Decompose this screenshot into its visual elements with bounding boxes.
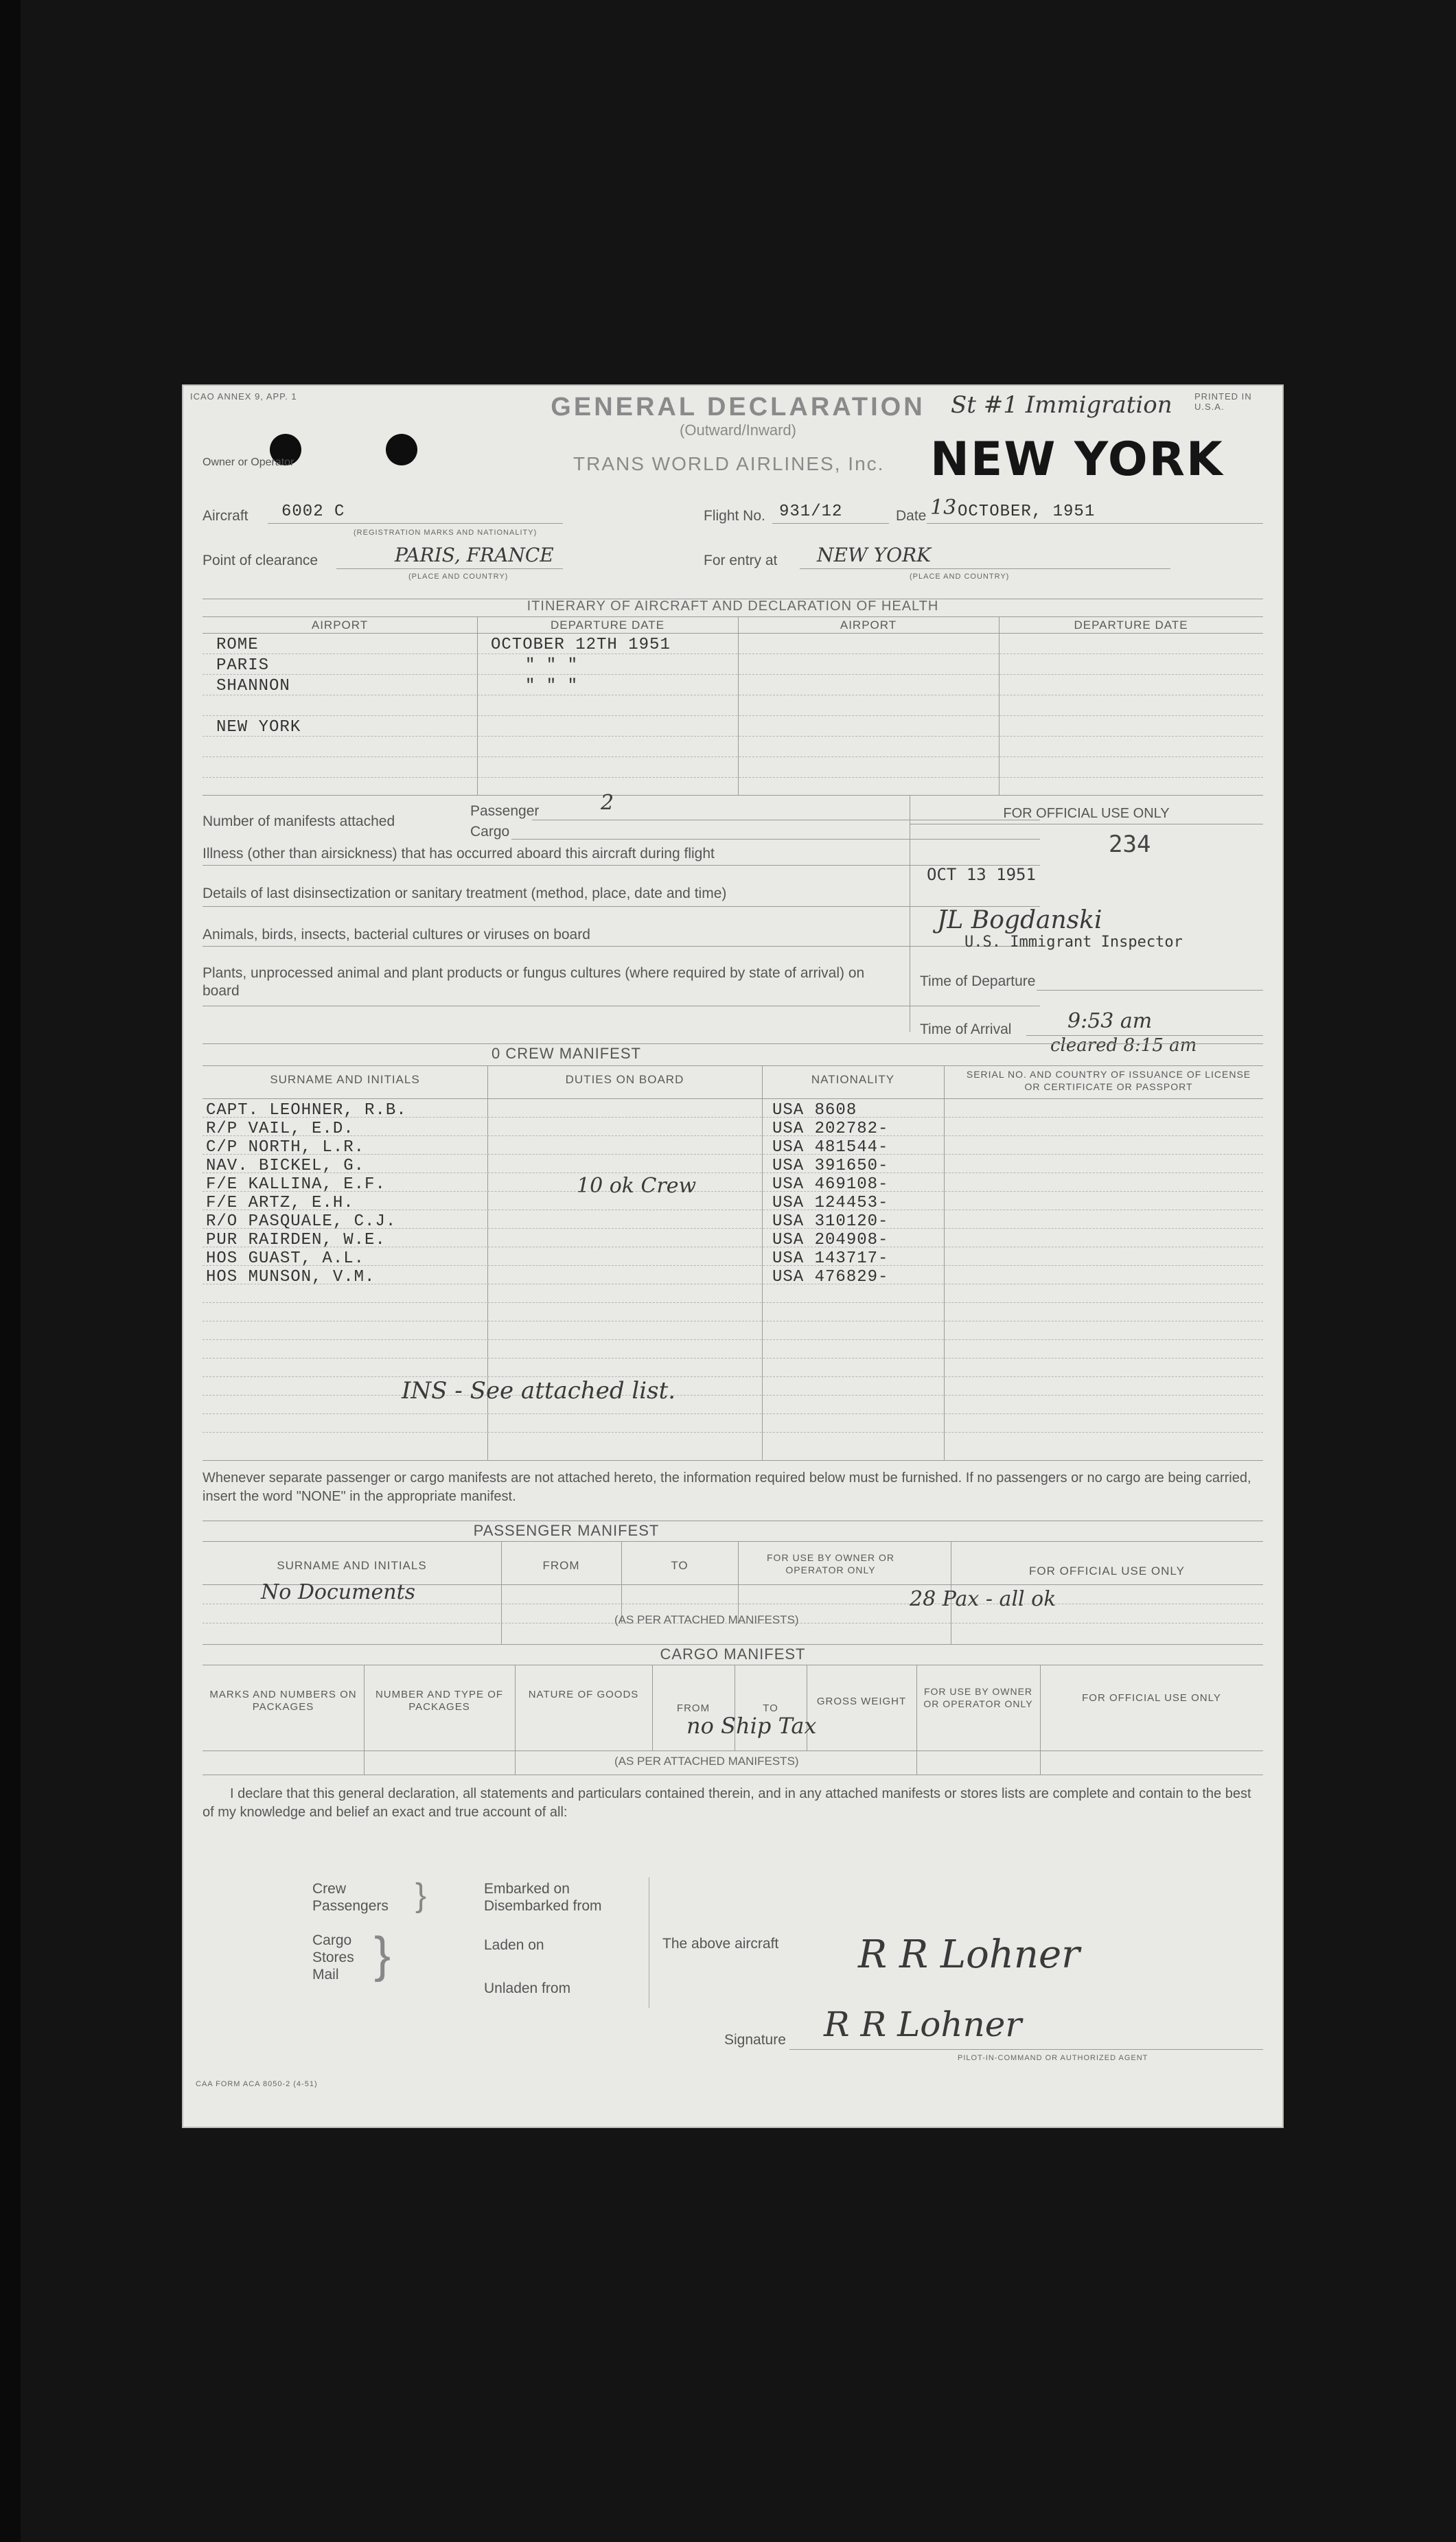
itinerary-airport: SHANNON <box>216 677 290 695</box>
inspector-title: U.S. Immigrant Inspector <box>964 934 1183 951</box>
form-footer: CAA FORM ACA 8050-2 (4-51) <box>196 2080 318 2088</box>
crew-manifest-title: 0 CREW MANIFEST <box>492 1045 641 1062</box>
flight-label: Flight No. <box>704 508 765 524</box>
cargo-word: Cargo <box>312 1932 352 1948</box>
departure-time-label: Time of Departure <box>920 973 1036 989</box>
cargo-note: no Ship Tax <box>686 1713 817 1739</box>
official-use-label: FOR OFFICIAL USE ONLY <box>1003 806 1170 821</box>
passenger-label: Passenger <box>470 803 540 819</box>
plants-label: Plants, unprocessed animal and plant products or fungus cultures (where required by state of arrival) on board <box>203 965 865 999</box>
cargo-header-number: NUMBER AND TYPE OF PACKAGES <box>375 1689 504 1713</box>
date-label: Date <box>896 508 927 524</box>
above-aircraft-label: The above aircraft <box>662 1936 779 1952</box>
manifests-label: Number of manifests attached <box>203 813 395 829</box>
itinerary-header-date: DEPARTURE DATE <box>550 619 665 632</box>
as-per-manifests-cargo: (AS PER ATTACHED MANIFESTS) <box>614 1755 799 1768</box>
passenger-count: 2 <box>601 791 614 815</box>
crew-member-nationality: USA 124453- <box>772 1194 889 1212</box>
cargo-header-owner: FOR USE BY OWNER OR OPERATOR ONLY <box>923 1686 1033 1709</box>
itinerary-airport: NEW YORK <box>216 718 301 737</box>
cargo-manifest-title: CARGO MANIFEST <box>660 1645 806 1663</box>
cleared-time: cleared 8:15 am <box>1050 1035 1197 1056</box>
crew-member-nationality: USA 469108- <box>772 1175 889 1194</box>
crew-word: Crew <box>312 1881 347 1897</box>
disembarked-label: Disembarked from <box>484 1898 602 1914</box>
declaration-text: I declare that this general declaration, all statements and particulars contained therein, and in any attached manifests or stores lists are complete and contain to the best of my knowledge and belief an exact and true account of all: <box>203 1786 1251 1820</box>
date-value: OCTOBER, 1951 <box>958 502 1096 521</box>
laden-label: Laden on <box>484 1937 544 1953</box>
itinerary-airport: ROME <box>216 636 259 654</box>
crew-member-nationality: USA 476829- <box>772 1268 889 1286</box>
crew-member-name: F/E ARTZ, E.H. <box>206 1194 354 1212</box>
crew-header-duties: DUTIES ON BOARD <box>565 1073 684 1086</box>
crew-member-name: R/P VAIL, E.D. <box>206 1120 354 1138</box>
disinsect-label: Details of last disinsectization or sanitary treatment (method, place, date and time) <box>203 886 727 901</box>
itinerary-date: " " " <box>525 677 579 695</box>
embarked-label: Embarked on <box>484 1881 570 1897</box>
itinerary-date: OCTOBER 12TH 1951 <box>491 636 671 654</box>
cargo-header-nature: NATURE OF GOODS <box>528 1689 639 1700</box>
general-declaration-form: ICAO ANNEX 9, APP. 1 PRINTED IN U.S.A. GENERAL DECLARATION (Outward/Inward) St #1 Immigration NEW YORK Owner or Operator TRANS WORLD AIRLINES, Inc. Aircraft 6002 C (REGISTRATION MARKS AND NATIONALITY) Flight No. 931/12 Date 13 OCTOBER, 1951 Point of clearance PARIS, FRANCE (PLACE AND COUNTRY) For entry at NEW YORK (PLACE AND COUNTRY) ITINERARY OF AIRCRAFT AND DECLARATION OF HEALTH AIRPORT DEPARTURE DATE AIRPORT DEPARTURE DATE ROME OCTOBER 12TH 1951 PARIS " " " SHANNON " " " NEW YORK Number of manifests attached Passenger 2 Cargo Illness (other than airsickness) that has occurred aboard this aircraft during flight Details of last disinsectization or sanitary treatment (method, place, date and time) Animals, birds, insects, bacterial cultures or viruses on board Plants, unprocessed animal and plant products or fungus cultures (where required by state of arrival) on board FOR OFFICIAL USE ONLY 234 OCT 13 1951 JL Bogdanski U.S. Immigrant Inspector Time of Departure Time of Arrival 9:53 am cleared 8:15 am 0 CREW MANIFEST SURNAME AND INITIALS DUTIES ON BOARD NATIONALITY SERIAL NO. AND COUNTRY OF ISSUANCE OF LICENSE OR CERTIFICATE OR PASSPORT CAPT. LEOHNER, R.B. USA 8608 R/P VAIL, E.D. USA 202782- C/P NORTH, L.R. USA 481544- NAV. BICKEL, G. USA 391650- F/E KALLINA, E.F. USA 469108- F/E ARTZ, E.H. USA 124453- R/O PASQUALE, C.J. USA 310120- PUR RAIRDEN, W.E. USA 204908- HOS GUAST, A.L. USA 143717- HOS MUNSON, V.M. USA 476829- 10 ok Crew INS - See attached list. Whenever separate passenger or cargo manifests are not attached hereto, the information required below must be furnished. If no passengers or no cargo are being carried, insert the word "NONE" in the appropriate manifest. PASSENGER MANIFEST SURNAME AND INITIALS FROM TO FOR USE BY OWNER OR OPERATOR ONLY FOR OFFICIAL USE ONLY No Documents 28 Pax - all ok (AS PER ATTACHED MANIFESTS) CARGO MANIFEST MARKS AND NUMBERS ON PACKAGES NUMBER AND TYPE OF PACKAGES NATURE OF GOODS FROM TO GROSS WEIGHT FOR USE BY OWNER OR OPERATOR ONLY FOR OFFICIAL USE ONLY no Ship Tax (AS PER ATTACHED MANIFESTS) I declare that this general declaration, all statements and particulars contained therein, and in any attached manifests or stores lists are complete and contain to the best of my knowledge and belief an exact and true account of all: Crew Passengers } Cargo Stores Mail } Embarked on Disembarked from Laden on Unladen from The above aircraft R R Lohner Signature R R Lohner PILOT-IN-COMMAND OR AUTHORIZED AGENT CAA FORM ACA 8050-2 (4-51) <box>182 384 1284 2128</box>
clearance-value: PARIS, FRANCE <box>395 544 554 566</box>
ins-note: INS - See attached list. <box>402 1377 676 1405</box>
manifest-instructions: Whenever separate passenger or cargo manifests are not attached hereto, the information required below must be furnished. If no passengers or no cargo are being carried, insert the word "NONE" in the appropriate manifest. <box>203 1470 1251 1504</box>
crew-member-name: C/P NORTH, L.R. <box>206 1138 365 1157</box>
place-note: (PLACE AND COUNTRY) <box>408 573 509 581</box>
inspector-signature: JL Bogdanski <box>937 906 1102 934</box>
entry-label: For entry at <box>704 553 778 568</box>
cargo-header-marks: MARKS AND NUMBERS ON PACKAGES <box>209 1689 357 1713</box>
form-title: GENERAL DECLARATION <box>551 393 925 421</box>
crew-member-name: R/O PASQUALE, C.J. <box>206 1212 397 1231</box>
crew-member-name: CAPT. LEOHNER, R.B. <box>206 1101 407 1120</box>
cargo-header-weight: GROSS WEIGHT <box>816 1696 907 1707</box>
clearance-label: Point of clearance <box>203 553 319 568</box>
cargo-label: Cargo <box>470 824 510 840</box>
city-stamp: NEW YORK <box>930 432 1224 487</box>
signature-label: Signature <box>724 2032 786 2048</box>
crew-member-nationality: USA 204908- <box>772 1231 889 1249</box>
date-day: 13 <box>930 496 957 520</box>
no-documents-note: No Documents <box>261 1580 416 1604</box>
arrival-time-value: 9:53 am <box>1067 1009 1153 1033</box>
crew-member-nationality: USA 202782- <box>772 1120 889 1138</box>
place-note-2: (PLACE AND COUNTRY) <box>910 573 1010 581</box>
passenger-header-to: TO <box>671 1559 689 1572</box>
crew-duties-note: 10 ok Crew <box>577 1174 697 1198</box>
passenger-header-official: FOR OFFICIAL USE ONLY <box>1029 1564 1185 1578</box>
cargo-header-to: TO <box>763 1702 778 1714</box>
stores-word: Stores <box>312 1950 354 1965</box>
as-per-manifests-passenger: (AS PER ATTACHED MANIFESTS) <box>614 1613 799 1626</box>
entry-value: NEW YORK <box>817 544 932 566</box>
passenger-header-name: SURNAME AND INITIALS <box>277 1559 427 1572</box>
flight-value: 931/12 <box>779 502 843 521</box>
illness-label: Illness (other than airsickness) that has occurred aboard this aircraft during flight <box>203 846 715 862</box>
official-date-stamp: OCT 13 1951 <box>927 865 1036 884</box>
unladen-label: Unladen from <box>484 1980 571 1996</box>
passengers-word: Passengers <box>312 1898 389 1914</box>
passenger-header-owner: FOR USE BY OWNER OR OPERATOR ONLY <box>767 1552 894 1575</box>
passenger-manifest-title: PASSENGER MANIFEST <box>473 1522 660 1539</box>
animals-label: Animals, birds, insects, bacterial cultures or viruses on board <box>203 927 590 943</box>
official-number: 234 <box>1109 831 1151 858</box>
pilot-label: PILOT-IN-COMMAND OR AUTHORIZED AGENT <box>958 2054 1148 2062</box>
immigration-annotation: St #1 Immigration <box>951 391 1172 419</box>
crew-member-name: NAV. BICKEL, G. <box>206 1157 365 1175</box>
mail-word: Mail <box>312 1967 339 1983</box>
crew-header-serial: SERIAL NO. AND COUNTRY OF ISSUANCE OF LICENSE OR CERTIFICATE OR PASSPORT <box>966 1069 1251 1092</box>
registration-note: (REGISTRATION MARKS AND NATIONALITY) <box>354 529 538 537</box>
signature-large: R R Lohner <box>858 1932 1080 1977</box>
crew-header-name: SURNAME AND INITIALS <box>270 1073 420 1086</box>
crew-member-nationality: USA 8608 <box>772 1101 857 1120</box>
pax-note: 28 Pax - all ok <box>910 1587 1056 1611</box>
passenger-header-from: FROM <box>542 1559 580 1572</box>
arrival-time-label: Time of Arrival <box>920 1021 1012 1037</box>
punch-hole <box>386 434 417 465</box>
film-edge <box>0 0 21 2542</box>
owner-label: Owner or Operator <box>203 457 294 468</box>
itinerary-title: ITINERARY OF AIRCRAFT AND DECLARATION OF HEALTH <box>527 599 939 614</box>
itinerary-date: " " " <box>525 656 579 675</box>
crew-header-nationality: NATIONALITY <box>811 1073 895 1086</box>
cargo-header-from: FROM <box>676 1702 710 1714</box>
crew-member-name: HOS GUAST, A.L. <box>206 1249 365 1268</box>
crew-member-nationality: USA 391650- <box>772 1157 889 1175</box>
itinerary-header-date-2: DEPARTURE DATE <box>1074 619 1188 632</box>
form-subtitle: (Outward/Inward) <box>680 421 796 439</box>
crew-member-name: HOS MUNSON, V.M. <box>206 1268 375 1286</box>
owner-value: TRANS WORLD AIRLINES, Inc. <box>573 453 885 474</box>
itinerary-airport: PARIS <box>216 656 270 675</box>
crew-member-name: PUR RAIRDEN, W.E. <box>206 1231 386 1249</box>
aircraft-label: Aircraft <box>203 508 249 524</box>
aircraft-value: 6002 C <box>281 502 345 521</box>
crew-member-name: F/E KALLINA, E.F. <box>206 1175 386 1194</box>
crew-member-nationality: USA 310120- <box>772 1212 889 1231</box>
itinerary-header-airport: AIRPORT <box>311 619 369 632</box>
signature-value: R R Lohner <box>824 2004 1022 2044</box>
itinerary-header-airport-2: AIRPORT <box>840 619 897 632</box>
crew-member-nationality: USA 481544- <box>772 1138 889 1157</box>
cargo-header-official: FOR OFFICIAL USE ONLY <box>1082 1692 1221 1704</box>
form-reference: ICAO ANNEX 9, APP. 1 <box>190 391 297 402</box>
crew-member-nationality: USA 143717- <box>772 1249 889 1268</box>
printed-in: PRINTED IN U.S.A. <box>1194 391 1252 412</box>
